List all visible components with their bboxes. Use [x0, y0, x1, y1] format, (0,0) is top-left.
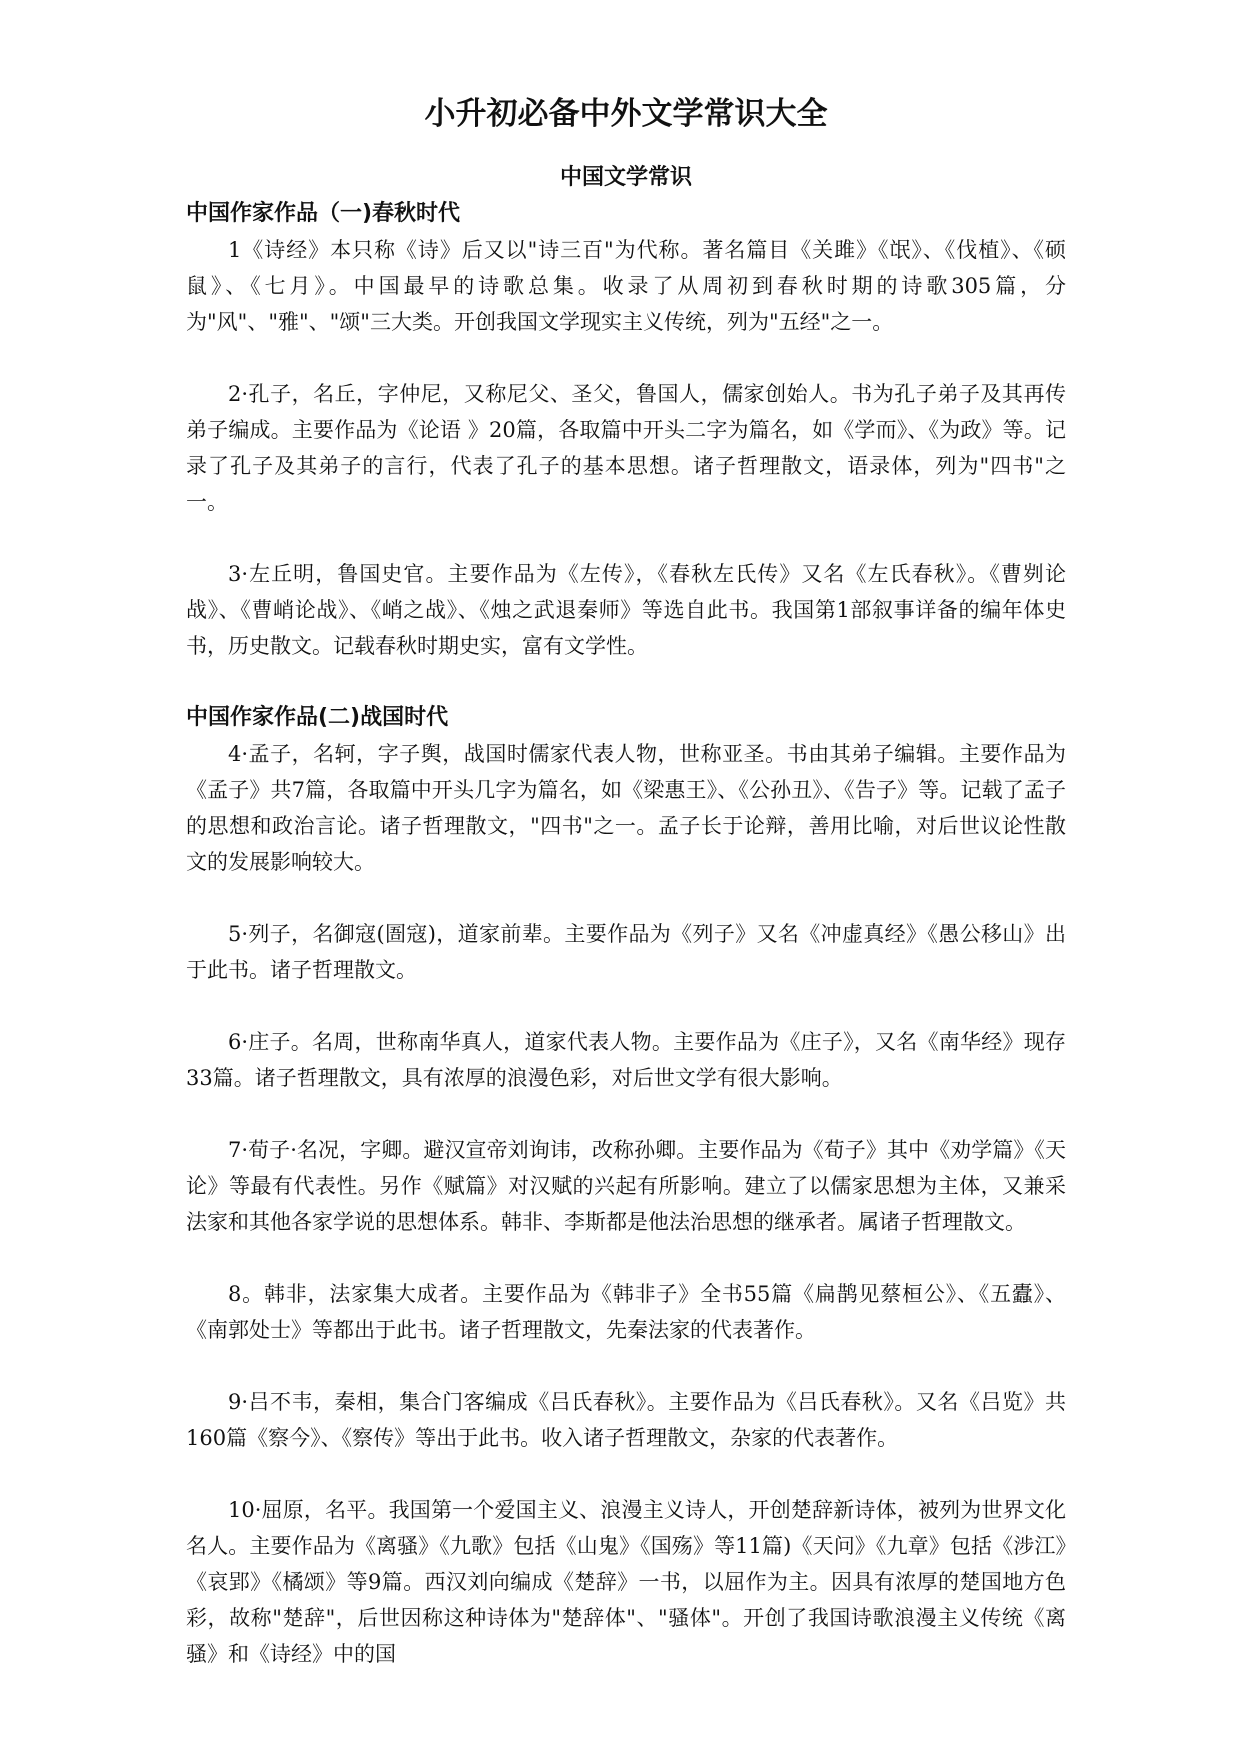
section-warring-states [186, 700, 1066, 1672]
paragraph-zuo-qiuming: 3·左丘明，鲁国史官。主要作品为《左传》，《春秋左氏传》又名《左氏春秋》。《曹刿论战》、《曹峭论战》、《峭之战》、《烛之武退秦师》等选自此书。我国第1部叙事详备的编年体史书，历史散文。记载春秋时期史实，富有文学性。 [186, 562, 1066, 658]
section-spring-autumn [186, 196, 1066, 664]
paragraph-shijing: 1《诗经》本只称《诗》后又以"诗三百"为代称。著名篇目《关雎》《氓》、《伐植》、《硕鼠》、《七月》。中国最早的诗歌总集。收录了从周初到春秋时期的诗歌305篇，分为"风"、"雅"、"颂"三大类。开创我国文学现实主义传统，列为"五经"之一。 [186, 238, 1066, 334]
paragraph-confucius: 2·孔子，名丘，字仲尼，又称尼父、圣父，鲁国人，儒家创始人。书为孔子弟子及其再传弟子编成。主要作品为《论语 》20篇，各取篇中开头二字为篇名，如《学而》、《为政》等。记录了孔子及其弟子的言行，代表了孔子的基本思想。诸子哲理散文，语录体，列为"四书"之一。 [186, 382, 1066, 514]
paragraph-qu-yuan: 10·屈原，名平。我国第一个爱国主义、浪漫主义诗人，开创楚辞新诗体，被列为世界文化名人。主要作品为《离骚》《九歌》包括《山鬼》《国殇》等11篇)《天问》《九章》包括《涉江》《哀郢》《橘颂》等9篇。西汉刘向编成《楚辞》一书，以屈作为主。因具有浓厚的楚国地方色彩，故称"楚辞"，后世因称这种诗体为"楚辞体"、"骚体"。开创了我国诗歌浪漫主义传统《离骚》和《诗经》中的国 [186, 1498, 1066, 1666]
paragraph-lu-buwei: 9·吕不韦，秦相，集合门客编成《吕氏春秋》。主要作品为《吕氏春秋》。又名《吕览》共160篇《察今》、《察传》等出于此书。收入诸子哲理散文，杂家的代表著作。 [186, 1390, 1066, 1450]
document-page [186, 86, 1066, 1672]
paragraph-zhuangzi: 6·庄子。名周，世称南华真人，道家代表人物。主要作品为《庄子》，又名《南华经》现存33篇。诸子哲理散文，具有浓厚的浪漫色彩，对后世文学有很大影响。 [186, 1030, 1066, 1090]
paragraph-hanfei: 8。韩非，法家集大成者。主要作品为《韩非子》全书55篇《扁鹊见蔡桓公》、《五蠹》、《南郭处士》等都出于此书。诸子哲理散文，先秦法家的代表著作。 [186, 1282, 1066, 1342]
paragraph-xunzi: 7·荀子·名况，字卿。避汉宣帝刘询讳，改称孙卿。主要作品为《荀子》其中《劝学篇》《天论》等最有代表性。另作《赋篇》对汉赋的兴起有所影响。建立了以儒家思想为主体，又兼采法家和其他各家学说的思想体系。韩非、李斯都是他法治思想的继承者。属诸子哲理散文。 [186, 1138, 1066, 1234]
paragraph-liezi: 5·列子，名御寇(圄寇)，道家前辈。主要作品为《列子》又名《冲虚真经》《愚公移山》出于此书。诸子哲理散文。 [186, 922, 1066, 982]
section-title: 中国文学常识 [559, 165, 692, 190]
document-title: 小升初必备中外文学常识大全 [424, 96, 828, 132]
paragraph-mencius: 4·孟子，名轲，字子舆，战国时儒家代表人物，世称亚圣。书由其弟子编辑。主要作品为《孟子》共7篇，各取篇中开头几字为篇名，如《梁惠王》、《公孙丑》、《告子》等。记载了孟子的思想和政治言论。诸子哲理散文，"四书"之一。孟子长于论辩，善用比喻，对后世议论性散文的发展影响较大。 [186, 742, 1066, 874]
group-heading: 中国作家作品(二)战国时代 [186, 705, 449, 730]
group-heading: 中国作家作品（一)春秋时代 [186, 201, 461, 226]
